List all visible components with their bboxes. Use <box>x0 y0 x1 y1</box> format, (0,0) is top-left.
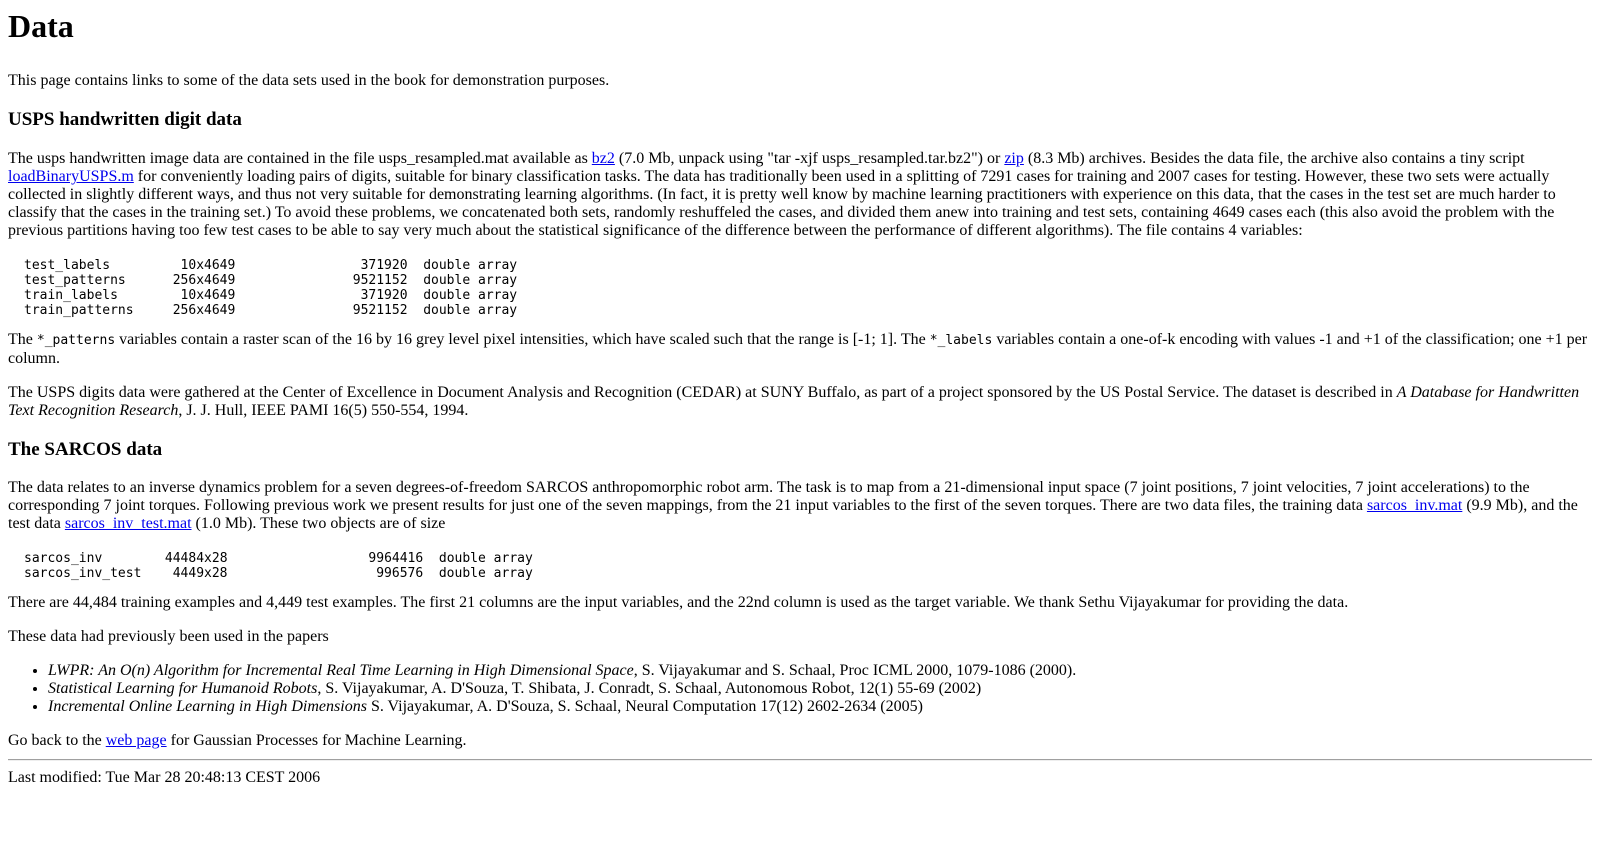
paper-details: , S. Vijayakumar, A. D'Souza, T. Shibata, J. Conradt, S. Schaal, Autonomous Robot, 12(1) 55-69 (2002) <box>317 680 982 697</box>
usps-p2-text-b: variables contain a raster scan of the 16 by 16 grey level pixel intensities, which have scaled such that the range is [-1; 1]. The <box>115 331 930 348</box>
usps-variable-row <box>24 258 517 273</box>
variable-bytes: 9521152 <box>352 273 408 288</box>
sarcos-heading: The SARCOS data <box>8 439 163 460</box>
usps-p1-text-a: The usps handwritten image data are contained in the file usps_resampled.mat available as <box>8 150 592 167</box>
variable-bytes: 9964416 <box>368 551 424 566</box>
divider <box>8 759 1592 761</box>
usps-paragraph-2 <box>8 331 1592 368</box>
paper-details: S. Vijayakumar, A. D'Souza, S. Schaal, Neural Computation 17(12) 2602-2634 (2005) <box>366 698 923 715</box>
variable-size: 256x4649 <box>172 303 236 318</box>
sarcos-paragraph-3: These data had previously been used in the papers <box>8 628 329 645</box>
last-modified: Last modified: Tue Mar 28 20:48:13 CEST 2006 <box>8 769 321 786</box>
zip-link[interactable]: zip <box>1004 150 1024 167</box>
intro-paragraph: This page contains links to some of the data sets used in the book for demonstration purposes. <box>8 72 610 89</box>
sarcos-p1-text-c: (1.0 Mb). These two objects are of size <box>191 515 446 532</box>
variable-size: 10x4649 <box>180 288 236 303</box>
usps-p2-text-c: variables contain a one-of-k encoding with values -1 and +1 of the classification; one +1 per column. <box>8 331 1588 367</box>
usps-p2-text-a: The <box>8 331 37 348</box>
sarcos-p1-text-b: (9.9 Mb), and the test data <box>8 497 1578 532</box>
page-title: Data <box>8 8 74 44</box>
usps-p1-text-b: (7.0 Mb, unpack using "tar -xjf usps_resampled.tar.bz2") or <box>614 150 1005 167</box>
bz2-link[interactable]: bz2 <box>591 150 615 167</box>
usps-variables-listing <box>8 258 1592 318</box>
list-item <box>48 662 1592 680</box>
back-paragraph <box>8 732 1592 750</box>
usps-reference-title: A Database for Handwritten Text Recognition Research <box>8 384 1580 419</box>
variable-bytes: 371920 <box>360 258 408 273</box>
variable-name: train_labels <box>24 288 118 303</box>
variable-size: 44484x28 <box>164 551 228 566</box>
back-text-a: Go back to the <box>8 732 106 749</box>
usps-paragraph-1 <box>8 150 1592 240</box>
usps-p1-text-d: for conveniently loading pairs of digits, suitable for binary classification tasks. The data has traditionally been used in a splitting of 7291 cases for training and 2007 cases for testing. However, these two sets were actually collected in slightly different ways, and thus not very suitable for demonstrating learning algorithms. (In fact, it is pretty well know by machine learning practitioners with experience on this data, that the cases in the test set are much harder to classify that the cases in the training set.) To avoid these problems, we concatenated both sets, randomly reshuffeled the cases, and divided them anew into training and test sets, containing 4649 cases each (this also avoid the problem with the previous partitions having too few test cases to be able to say very much about the statistical significance of the difference between the performance of different algorithms). The file contains 4 variables: <box>8 168 1556 239</box>
usps-variable-row <box>24 273 517 288</box>
sarcos-variable-row <box>24 566 533 581</box>
usps-variable-row <box>24 303 517 318</box>
load-script-link[interactable]: loadBinaryUSPS.m <box>8 168 134 185</box>
variable-class: double array <box>423 288 518 303</box>
usps-p3-text-b: , J. J. Hull, IEEE PAMI 16(5) 550-554, 1994. <box>178 402 469 419</box>
paper-title: Incremental Online Learning in High Dimensions <box>48 698 367 715</box>
papers-list <box>8 662 1592 716</box>
sarcos-paragraph-1 <box>8 479 1592 533</box>
usps-paragraph-3 <box>8 384 1592 420</box>
labels-code: *_labels <box>929 333 993 348</box>
variable-name: sarcos_inv_test <box>24 566 142 581</box>
list-item <box>48 698 1592 716</box>
list-item <box>48 680 1592 698</box>
variable-size: 256x4649 <box>172 273 236 288</box>
variable-bytes: 371920 <box>360 288 408 303</box>
variable-size: 10x4649 <box>180 258 236 273</box>
variable-size: 4449x28 <box>172 566 228 581</box>
variable-name: test_patterns <box>24 273 126 288</box>
variable-class: double array <box>423 273 518 288</box>
usps-variable-row <box>24 288 517 303</box>
paper-title: Statistical Learning for Humanoid Robots <box>48 680 318 697</box>
sarcos-variable-row <box>24 551 533 566</box>
variable-name: train_patterns <box>24 303 134 318</box>
variable-class: double array <box>423 303 518 318</box>
variable-bytes: 996576 <box>376 566 424 581</box>
sarcos-p1-text-a: The data relates to an inverse dynamics problem for a seven degrees-of-freedom SARCOS anthropomorphic robot arm. The task is to map from a 21-dimensional input space (7 joint positions, 7 joint velocities, 7 joint accelerations) to the corresponding 7 joint torques. Following previous work we present results for just one of the seven mappings, from the 21 input variables to the first of the seven torques. There are two data files, the training data <box>8 479 1530 514</box>
sarcos-train-link[interactable]: sarcos_inv.mat <box>1366 497 1463 514</box>
variable-name: sarcos_inv <box>24 551 103 566</box>
usps-p1-text-c: (8.3 Mb) archives. Besides the data file, the archive also contains a tiny script <box>1023 150 1525 167</box>
paper-title: LWPR: An O(n) Algorithm for Incremental Real Time Learning in High Dimensional Space <box>48 662 634 679</box>
variable-name: test_labels <box>24 258 111 273</box>
usps-heading: USPS handwritten digit data <box>8 109 242 130</box>
back-text-b: for Gaussian Processes for Machine Learning. <box>166 732 467 749</box>
sarcos-variables-listing <box>8 551 1592 581</box>
variable-class: double array <box>423 258 518 273</box>
page <box>0 8 1600 787</box>
sarcos-test-link[interactable]: sarcos_inv_test.mat <box>64 515 192 532</box>
web-page-link[interactable]: web page <box>105 732 167 749</box>
variable-class: double array <box>438 566 533 581</box>
usps-p3-text-a: The USPS digits data were gathered at the Center of Excellence in Document Analysis and Recognition (CEDAR) at SUNY Buffalo, as part of a project sponsored by the US Postal Service. The dataset is described in <box>8 384 1397 401</box>
sarcos-paragraph-2: There are 44,484 training examples and 4,449 test examples. The first 21 columns are the input variables, and the 22nd column is used as the target variable. We thank Sethu Vijayakumar for providing the data. <box>8 594 1349 611</box>
variable-class: double array <box>438 551 533 566</box>
variable-bytes: 9521152 <box>352 303 408 318</box>
patterns-code: *_patterns <box>36 333 116 348</box>
paper-details: , S. Vijayakumar and S. Schaal, Proc ICML 2000, 1079-1086 (2000). <box>633 662 1077 679</box>
